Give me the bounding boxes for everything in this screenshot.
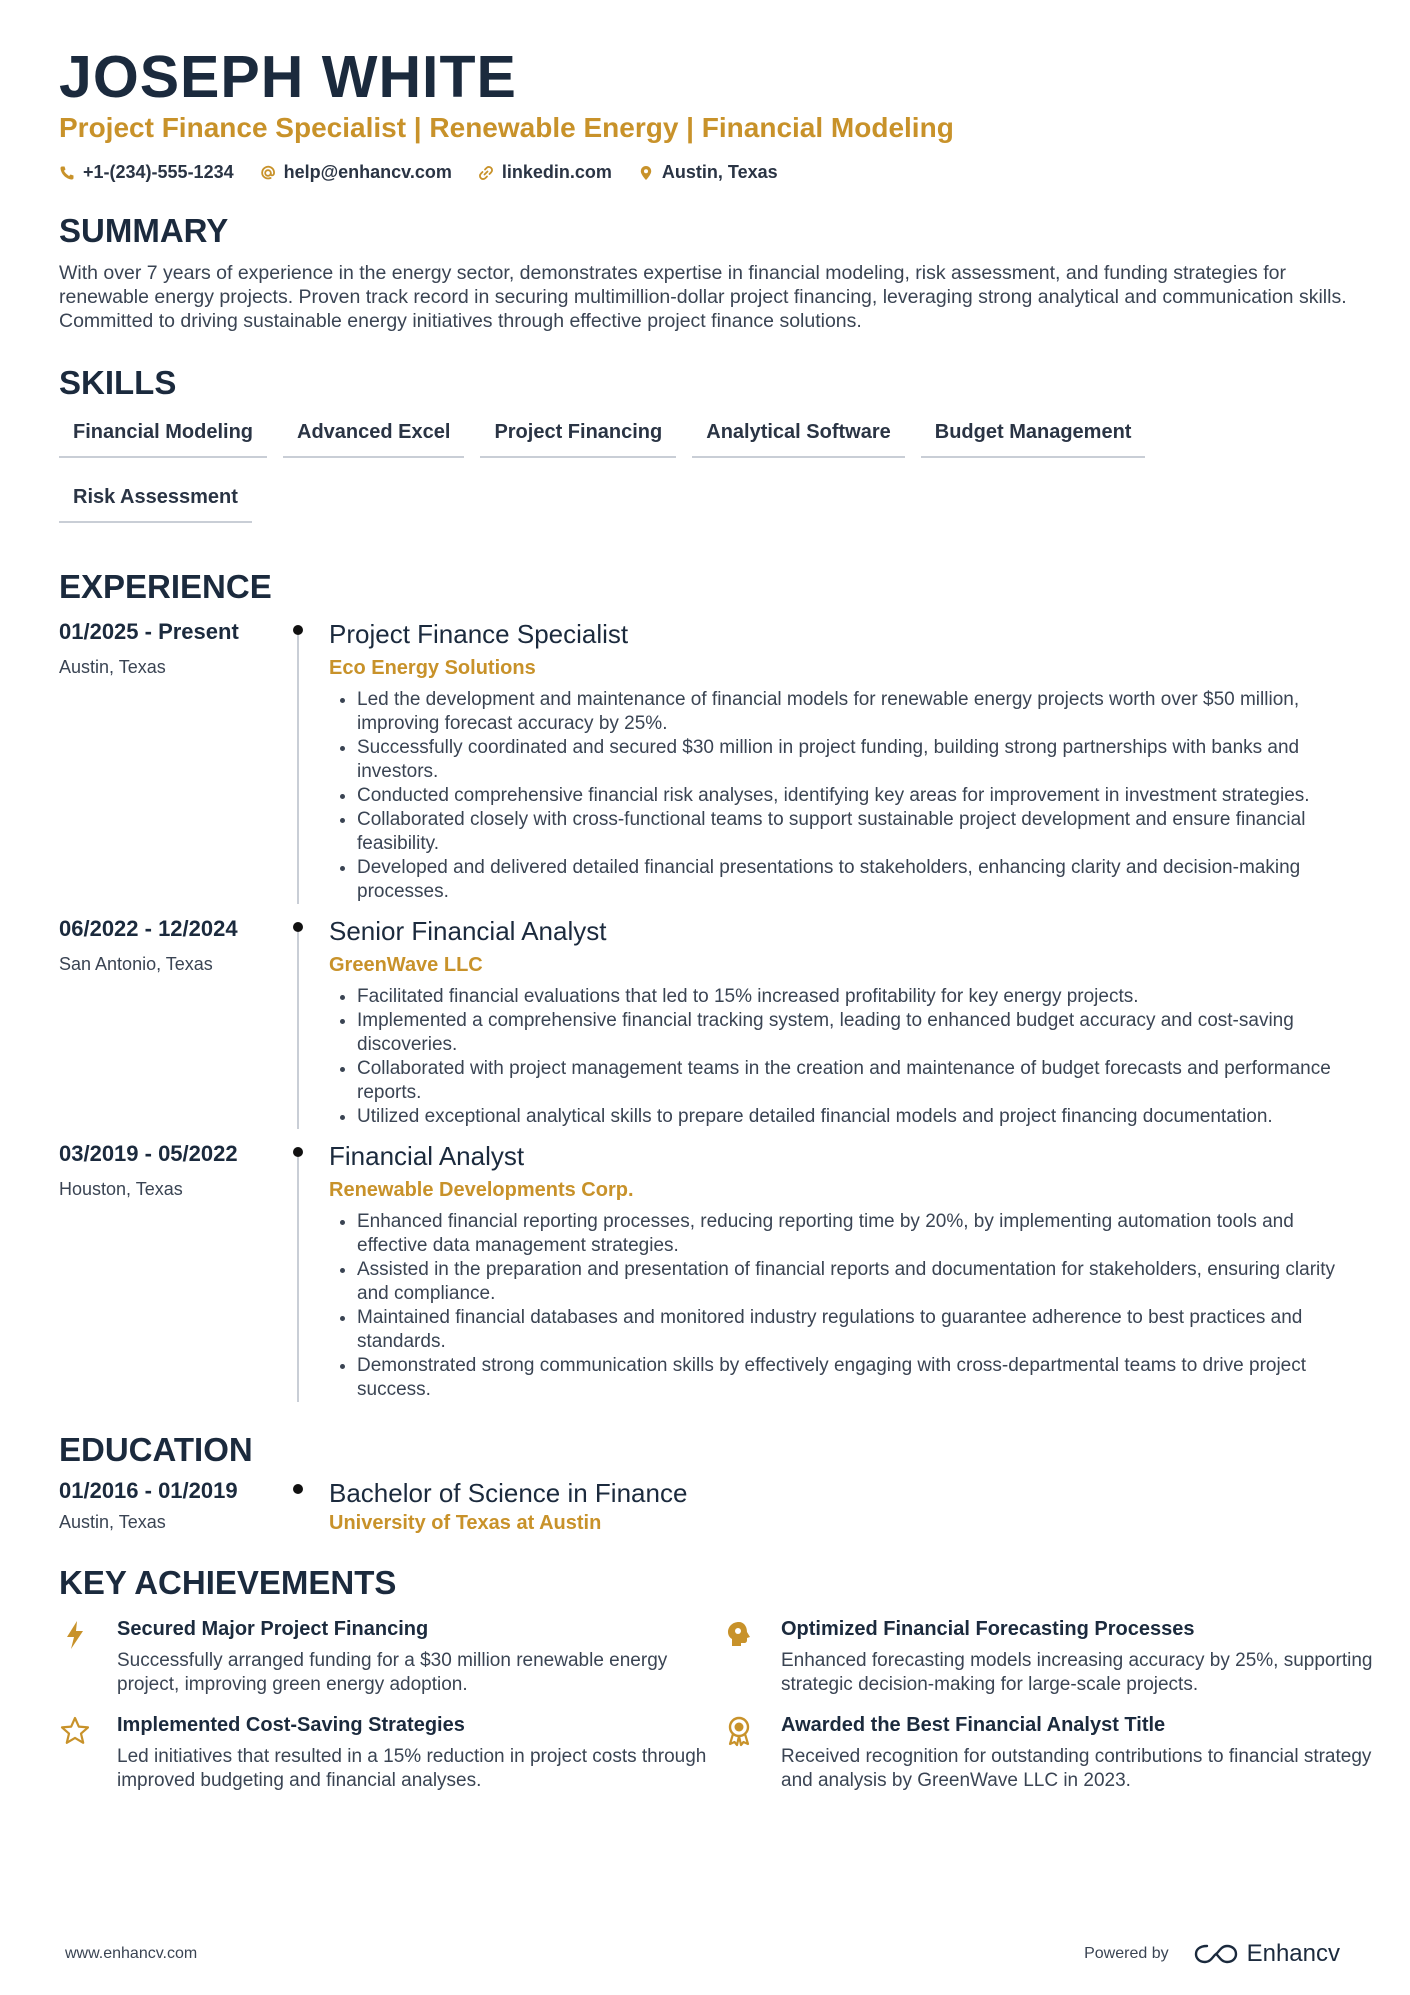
- summary-section: [59, 211, 1359, 333]
- timeline: [289, 1478, 315, 1535]
- experience-entry: [59, 619, 1359, 904]
- bullet-item: • Enhanced financial reporting processes, reducing reporting time by 20%, by implementing automation tools and effective data management strategies.: [357, 1210, 1359, 1258]
- skill-tag: Financial Modeling: [59, 417, 267, 458]
- powered-by-label: Powered by: [1084, 1945, 1169, 1962]
- experience-date: 03/2019 - 05/2022: [59, 1141, 238, 1166]
- timeline-dot: [293, 625, 303, 635]
- experience-company: Eco Energy Solutions: [329, 657, 536, 679]
- experience-bullets: [329, 688, 1359, 904]
- skills-list: [59, 417, 1359, 547]
- bullet-item: • Led the development and maintenance of financial models for renewable energy projects worth over $50 million, improving forecast accuracy by 25%.: [357, 688, 1359, 736]
- candidate-name: JOSEPH WHITE: [59, 44, 517, 110]
- achievement-item: [59, 1713, 709, 1793]
- experience-section: [59, 567, 1359, 1402]
- education-location: Austin, Texas: [59, 1512, 166, 1532]
- contact-phone[interactable]: [59, 162, 234, 183]
- enhancv-logo-icon: [1193, 1942, 1239, 1966]
- skill-tag: Advanced Excel: [283, 417, 464, 458]
- contact-email-text: help@enhancv.com: [283, 162, 452, 182]
- achievement-item: [723, 1617, 1373, 1697]
- achievement-item: [723, 1713, 1373, 1793]
- achievement-title: Awarded the Best Financial Analyst Title: [781, 1714, 1166, 1736]
- enhancv-logo[interactable]: [1193, 1940, 1340, 1968]
- timeline-line: [297, 1157, 299, 1402]
- skills-heading: SKILLS: [59, 364, 177, 401]
- experience-location: Houston, Texas: [59, 1179, 183, 1199]
- brand-name: Enhancv: [1246, 1940, 1340, 1967]
- achievements-grid: [59, 1617, 1373, 1809]
- bullet-item: • Implemented a comprehensive financial tracking system, leading to enhanced budget accuracy and cost-saving discoveries.: [357, 1009, 1359, 1057]
- bullet-item: • Assisted in the preparation and presentation of financial reports and documentation for stakeholders, ensuring clarity and compliance.: [357, 1258, 1359, 1306]
- education-section: [59, 1430, 1359, 1535]
- education-school: University of Texas at Austin: [329, 1512, 602, 1534]
- bullet-item: • Conducted comprehensive financial risk analyses, identifying key areas for improvement in investment strategies.: [357, 784, 1359, 808]
- skill-tag: Analytical Software: [692, 417, 905, 458]
- bullet-item: • Successfully coordinated and secured $30 million in project funding, building strong partnerships with banks and investors.: [357, 736, 1359, 784]
- experience-company: Renewable Developments Corp.: [329, 1179, 634, 1201]
- contact-phone-text: +1-(234)-555-1234: [83, 162, 234, 182]
- achievements-heading: KEY ACHIEVEMENTS: [59, 1564, 397, 1601]
- at-icon: [260, 165, 276, 181]
- experience-date: 06/2022 - 12/2024: [59, 916, 238, 941]
- experience-role: Senior Financial Analyst: [329, 916, 607, 946]
- award-icon: [723, 1715, 755, 1747]
- education-degree: Bachelor of Science in Finance: [329, 1478, 688, 1508]
- footer-website[interactable]: www.enhancv.com: [65, 1945, 198, 1962]
- link-icon: [478, 165, 494, 181]
- achievement-item: [59, 1617, 709, 1697]
- header: [59, 40, 1359, 183]
- achievement-desc: Enhanced forecasting models increasing accuracy by 25%, supporting strategic decision-making for large-scale projects.: [781, 1650, 1373, 1695]
- experience-bullets: [329, 1210, 1359, 1402]
- headline: Project Finance Specialist | Renewable Energy | Financial Modeling: [59, 112, 954, 143]
- brain-icon: [723, 1619, 755, 1651]
- achievement-desc: Received recognition for outstanding contributions to financial strategy and analysis by GreenWave LLC in 2023.: [781, 1746, 1372, 1791]
- experience-role: Financial Analyst: [329, 1141, 525, 1171]
- experience-location: Austin, Texas: [59, 657, 166, 677]
- achievement-title: Optimized Financial Forecasting Processes: [781, 1618, 1195, 1640]
- experience-entry: [59, 1141, 1359, 1402]
- education-entry: [59, 1478, 1359, 1535]
- location-icon: [638, 165, 654, 181]
- timeline-dot: [293, 1147, 303, 1157]
- bullet-item: • Collaborated with project management teams in the creation and maintenance of budget forecasts and performance reports.: [357, 1057, 1359, 1105]
- experience-date: 01/2025 - Present: [59, 619, 239, 644]
- footer: [65, 1940, 1340, 1968]
- bolt-icon: [59, 1619, 91, 1651]
- bullet-item: • Utilized exceptional analytical skills to prepare detailed financial models and project financing documentation.: [357, 1105, 1359, 1129]
- timeline-dot: [293, 1484, 303, 1494]
- experience-location: San Antonio, Texas: [59, 954, 213, 974]
- star-icon: [59, 1715, 91, 1747]
- achievements-section: [59, 1563, 1373, 1809]
- timeline: [289, 1141, 315, 1402]
- experience-company: GreenWave LLC: [329, 954, 483, 976]
- education-date: 01/2016 - 01/2019: [59, 1478, 238, 1503]
- education-heading: EDUCATION: [59, 1431, 253, 1468]
- bullet-item: • Demonstrated strong communication skills by effectively engaging with cross-departmental teams to drive project success.: [357, 1354, 1359, 1402]
- achievement-title: Secured Major Project Financing: [117, 1618, 429, 1640]
- phone-icon: [59, 165, 75, 181]
- timeline-line: [297, 635, 299, 904]
- skill-tag: Risk Assessment: [59, 482, 252, 523]
- bullet-item: • Maintained financial databases and monitored industry regulations to guarantee adherence to best practices and standards.: [357, 1306, 1359, 1354]
- experience-entry: [59, 916, 1359, 1129]
- contact-location-text: Austin, Texas: [661, 162, 778, 182]
- experience-bullets: [329, 985, 1359, 1129]
- timeline: [289, 916, 315, 1129]
- timeline: [289, 619, 315, 904]
- bullet-item: • Collaborated closely with cross-functional teams to support sustainable project development and ensure financial feasibility.: [357, 808, 1359, 856]
- footer-brand: [1084, 1940, 1340, 1968]
- achievement-desc: Led initiatives that resulted in a 15% reduction in project costs through improved budgeting and financial analyses.: [117, 1746, 707, 1791]
- summary-text: With over 7 years of experience in the energy sector, demonstrates expertise in financial modeling, risk assessment, and funding strategies for renewable energy projects. Proven track record in securing multimillion-dollar project financing, leveraging strong analytical and communication skills. Committed to driving sustainable energy initiatives through effective project finance solutions.: [59, 262, 1347, 332]
- contact-bar: [59, 162, 1359, 183]
- contact-linkedin[interactable]: [478, 162, 612, 183]
- contact-email[interactable]: [260, 162, 452, 183]
- experience-heading: EXPERIENCE: [59, 568, 272, 605]
- summary-heading: SUMMARY: [59, 212, 229, 249]
- timeline-line: [297, 932, 299, 1129]
- experience-role: Project Finance Specialist: [329, 619, 629, 649]
- achievement-desc: Successfully arranged funding for a $30 million renewable energy project, improving green energy adoption.: [117, 1650, 668, 1695]
- skill-tag: Project Financing: [480, 417, 676, 458]
- contact-linkedin-text: linkedin.com: [501, 162, 612, 182]
- bullet-item: • Facilitated financial evaluations that led to 15% increased profitability for key energy projects.: [357, 985, 1359, 1009]
- timeline-dot: [293, 922, 303, 932]
- skill-tag: Budget Management: [921, 417, 1146, 458]
- contact-location: [638, 162, 778, 183]
- bullet-item: • Developed and delivered detailed financial presentations to stakeholders, enhancing clarity and decision-making processes.: [357, 856, 1359, 904]
- skills-section: [59, 363, 1359, 547]
- achievement-title: Implemented Cost-Saving Strategies: [117, 1714, 465, 1736]
